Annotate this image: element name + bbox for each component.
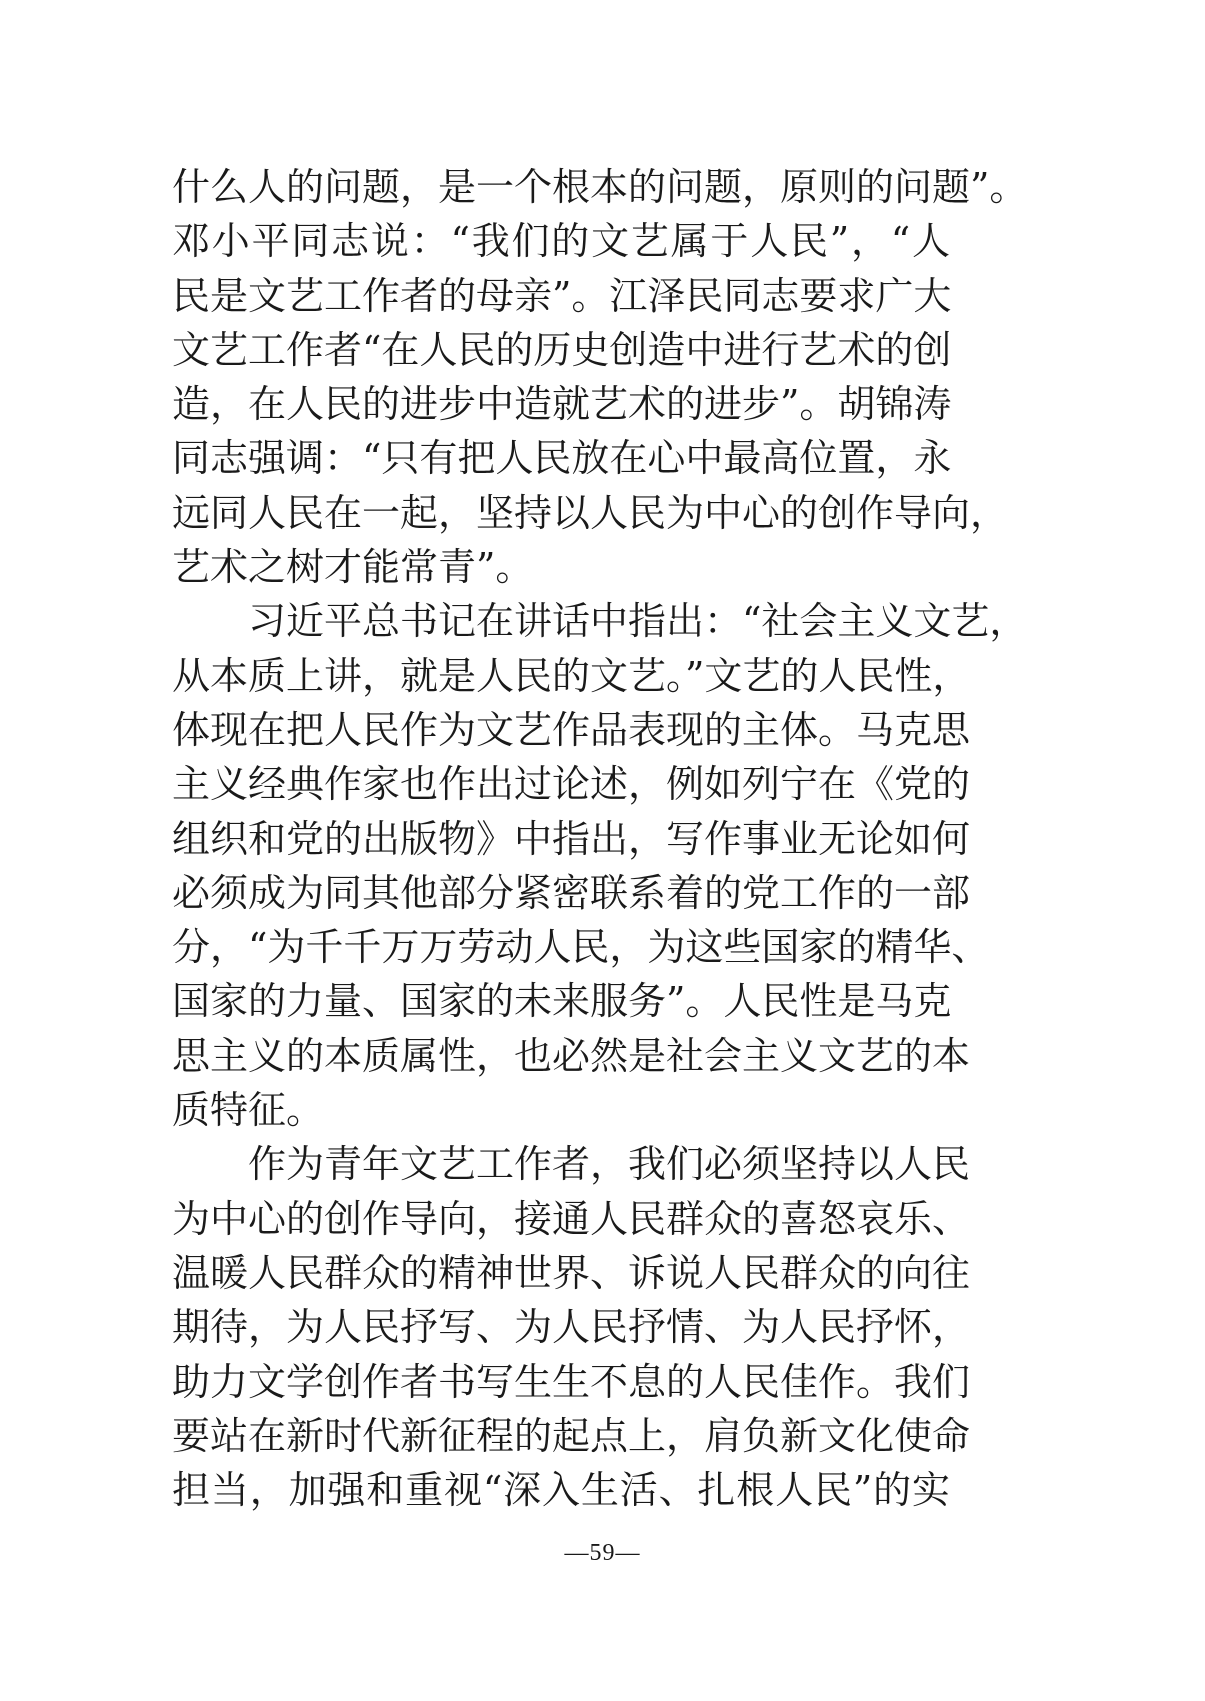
text-line: 分，“为千千万万劳动人民，为这些国家的精华、 bbox=[172, 925, 990, 970]
text-line: 邓小平同志说：“我们的文艺属于人民”，“人 bbox=[172, 219, 950, 264]
text-line: 文艺工作者“在人民的历史创造中进行艺术的创 bbox=[172, 327, 952, 372]
paragraph-start-line: 习近平总书记在讲话中指出：“社会主义文艺， bbox=[248, 599, 1028, 644]
text-line: 担当，加强和重视“深入生活、扎根人民”的实 bbox=[172, 1468, 950, 1513]
text-line: 什么人的问题，是一个根本的问题，原则的问题”。 bbox=[172, 165, 1028, 209]
text-line: 为中心的创作导向，接通人民群众的喜怒哀乐、 bbox=[172, 1196, 971, 1241]
paragraph-start-line: 作为青年文艺工作者，我们必须坚持以人民 bbox=[248, 1142, 971, 1187]
text-line: 艺术之树才能常青”。 bbox=[172, 545, 534, 590]
text-line: 必须成为同其他部分紧密联系着的党工作的一部 bbox=[172, 870, 971, 915]
text-line: 期待，为人民抒写、为人民抒情、为人民抒怀， bbox=[172, 1305, 971, 1350]
text-line: 民是文艺工作者的母亲”。江泽民同志要求广大 bbox=[172, 273, 952, 318]
text-line: 造，在人民的进步中造就艺术的进步”。胡锦涛 bbox=[172, 382, 952, 427]
text-line: 远同人民在一起，坚持以人民为中心的创作导向， bbox=[172, 490, 1009, 535]
text-line: 组织和党的出版物》中指出，写作事业无论如何 bbox=[172, 816, 971, 861]
page-number: —59— bbox=[564, 1540, 641, 1566]
body-text bbox=[172, 160, 1028, 1517]
text-line: 主义经典作家也作出过论述，例如列宁在《党的 bbox=[172, 762, 971, 807]
text-line: 要站在新时代新征程的起点上，肩负新文化使命 bbox=[172, 1413, 971, 1458]
text-line: 温暖人民群众的精神世界、诉说人民群众的向往 bbox=[172, 1250, 971, 1295]
text-line: 同志强调：“只有把人民放在心中最高位置，永 bbox=[172, 436, 952, 481]
text-line: 体现在把人民作为文艺作品表现的主体。马克思 bbox=[172, 707, 971, 752]
text-line: 从本质上讲，就是人民的文艺。”文艺的人民性， bbox=[172, 653, 971, 698]
text-line: 质特征。 bbox=[172, 1088, 325, 1133]
text-line: 助力文学创作者书写生生不息的人民佳作。我们 bbox=[172, 1359, 971, 1404]
text-line: 国家的力量、国家的未来服务”。人民性是马克 bbox=[172, 979, 952, 1024]
text-line: 思主义的本质属性，也必然是社会主义文艺的本 bbox=[172, 1033, 971, 1078]
